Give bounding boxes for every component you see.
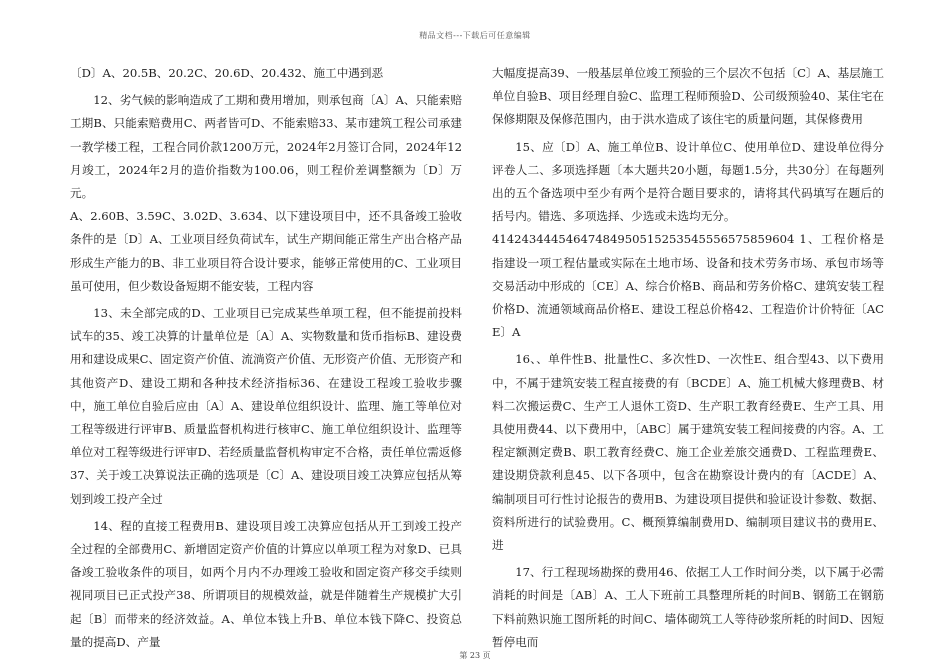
right-column — [492, 62, 884, 654]
paragraph: 17、行工程现场勘探的费用46、依据工人工作时间分类，以下属于必需消耗的时间是〔AB〕A、工人下班前工具整理所耗的时间B、钢筋工在钢筋下料前熟识施工图所耗的时间C、墙体砌筑工人等待砂浆所耗的时间D、因短暂停电而 — [492, 565, 884, 649]
paragraph: 12、劣气候的影响造成了工期和费用增加，则承包商〔A〕A、只能索赔工期B、只能索赔费用C、两者皆可D、不能索赔33、某市建筑工程公司承建一教学楼工程，工程合同价款1200万元，2024年2月签订合同，2024年12月竣工，2024年2月的造价指数为100.06，则工程价差调整额为〔D〕万元。 — [70, 93, 462, 201]
paragraph: 13、未全部完成的D、工业项目已完成某些单项工程，但不能提前投料试车的35、竣工决算的计量单位是〔A〕A、实物数量和货币指标B、建设费用和建设成果C、固定资产价值、流淌资产价值、无形资产价值、无形资产和其他资产D、建设工期和各种技术经济指标36、在建设工程竣工验收步骤中，施工单位自验后应由〔A〕A、建设单位组织设计、监理、施工等单位对工程等级进行评审B、质量监督机构进行核审C、施工单位组织设计、监理等单位对工程等级进行评审D、若经质量监督机构审定不合格，责任单位需返修37、关于竣工决算说法正确的选项是〔C〕A、建设项目竣工决算应包括从筹划到竣工投产全过 — [70, 306, 462, 506]
paragraph: A、2.60B、3.59C、3.02D、3.634、以下建设项目中，还不具备竣工验收条件的是〔D〕A、工业项目经负荷试车，试生产期间能正常生产出合格产品形成生产能力的B、非工业项目符合设计要求，能够正常使用的C、工业项目虽可使用，但少数设备短期不能安装，工程内容 — [70, 209, 462, 293]
left-column — [70, 62, 462, 654]
page-number: 第 23 页 — [459, 651, 491, 660]
paragraph: 大幅度提高39、一般基层单位竣工预验的三个层次不包括〔C〕A、基层施工单位自验B、项目经理自验C、监理工程师预验D、公司级预验40、某住宅在保修期限及保修范围内，由于洪水造成了该住宅的质量问题，其保修费用 — [492, 66, 884, 127]
paragraph: 41424344454647484950515253545556575859604 1、工程价格是指建设一项工程估量或实际在土地市场、设备和技术劳务市场、承包市场等交易活动中形成的〔CE〕A、综合价格B、商品和劳务价格C、建筑安装工程价格D、流通领域商品价格E、建设工程总价格42、工程造价计价特征〔ACE〕A — [492, 232, 884, 340]
page-header: 精品文档---下载后可任意编辑 — [419, 31, 531, 40]
paragraph: 〔D〕A、20.5B、20.2C、20.6D、20.432、施工中遇到恶 — [70, 66, 384, 80]
paragraph: 14、程的直接工程费用B、建设项目竣工决算应包括从开工到竣工投产全过程的全部费用C、新增固定资产价值的计算应以单项工程为对象D、已具备竣工验收条件的项目，如两个月内不办理竣工验收和固定资产移交手续则视同项目已正式投产38、所谓项目的规模效益，就是伴随着生产规模扩大引起〔B〕而带来的经济效益。A、单位本钱上升B、单位本钱下降C、投资总量的提高D、产量 — [70, 518, 462, 649]
paragraph: 15、应〔D〕A、施工单位B、设计单位C、使用单位D、建设单位得分评卷人二、多项选择题〔本大题共20小题，每题1.5分，共30分〕在每题列出的五个备选项中至少有两个是符合题目要求的，请将其代码填写在题后的括号内。错选、多项选择、少选或未选均无分。 — [492, 139, 884, 224]
paragraph: 16、、单件性B、批量性C、多次性D、一次性E、组合型43、以下费用中，不属于建筑安装工程直接费的有〔BCDE〕A、施工机械大修理费B、材料二次搬运费C、生产工人退休工资D、生产职工教育经费E、生产工具、用具使用费44、以下费用中，〔ABC〕属于建筑安装工程间接费的内容。A、工程定额测定费B、职工教育经费C、施工企业差旅交通费D、工程监理费E、建设期贷款利息45、以下各项中，包含在勘察设计费内的有〔ACDE〕A、编制项目可行性讨论报告的费用B、为建设项目提供和验证设计参数、数据、资料所进行的试验费用。C、概预算编制费用D、编制项目建议书的费用E、进 — [492, 352, 884, 553]
